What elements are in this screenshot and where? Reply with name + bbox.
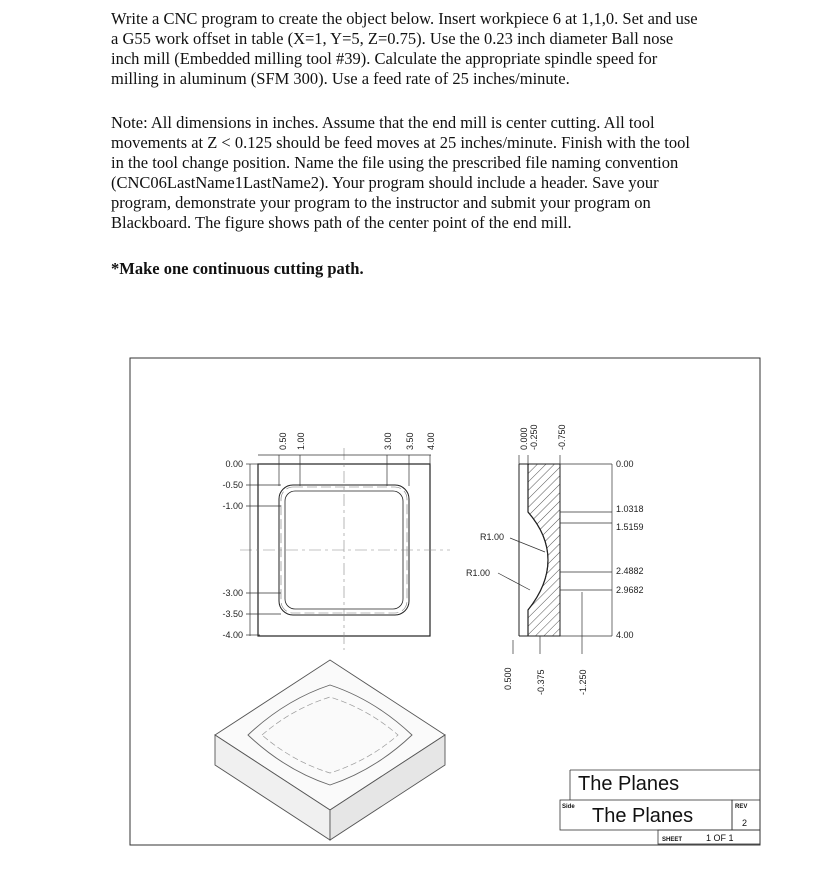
radius-label-1: R1.00 — [480, 532, 505, 542]
dim-x-1-00: 1.00 — [296, 432, 306, 450]
sheet-label: SHEET — [662, 837, 683, 843]
rev-value: 2 — [742, 818, 748, 828]
dim-z-0-250: -0.250 — [529, 424, 539, 450]
dim-y-3-50: -3.50 — [222, 609, 243, 619]
dim-right-1-5159: 1.5159 — [616, 522, 644, 532]
dim-right-0-00: 0.00 — [616, 459, 634, 469]
dim-x-3-50: 3.50 — [405, 432, 415, 450]
radius-leader — [510, 538, 545, 552]
dim-z-0-500: 0.500 — [503, 667, 513, 690]
text-line: Blackboard. The figure shows path of the center point of the end mill. — [111, 213, 572, 232]
title-block — [560, 770, 760, 844]
radius-label-2: R1.00 — [466, 568, 491, 578]
text-line: milling in aluminum (SFM 300). Use a feed rate of 25 inches/minute. — [111, 69, 570, 88]
text-line: (CNC06LastName1LastName2). Your program should include a header. Save your — [111, 173, 659, 192]
dim-z-0-000: 0.000 — [519, 427, 529, 450]
dim-y-3-00: -3.00 — [222, 588, 243, 598]
text-line: in the tool change position. Name the file using the prescribed file naming convention — [111, 153, 679, 172]
text-line: movements at Z < 0.125 should be feed moves at 25 inches/minute. Finish with the tool — [111, 133, 690, 152]
dim-y-4-00: -4.00 — [222, 630, 243, 640]
dim-y-0-50: -0.50 — [222, 480, 243, 490]
text-line: Write a CNC program to create the object below. Insert workpiece 6 at 1,1,0. Set and use — [111, 9, 698, 28]
dim-z-neg-1-250: -1.250 — [578, 669, 588, 695]
dim-x-4-00: 4.00 — [426, 432, 436, 450]
dim-right-2-9682: 2.9682 — [616, 585, 644, 595]
dim-right-2-4882: 2.4882 — [616, 566, 644, 576]
section-hatch — [528, 464, 560, 636]
dim-y-1-00: -1.00 — [222, 501, 243, 511]
text-line: a G55 work offset in table (X=1, Y=5, Z=0.75). Use the 0.23 inch diameter Ball nose — [111, 29, 674, 48]
section-view — [466, 424, 644, 695]
text-line: program, demonstrate your program to the instructor and submit your program on — [111, 193, 651, 212]
dim-x-0-50: 0.50 — [278, 432, 288, 450]
rev-label: REV — [735, 804, 748, 810]
dim-right-1-0318: 1.0318 — [616, 504, 644, 514]
dim-y-0-00: 0.00 — [225, 459, 243, 469]
subtitle-text: The Planes — [592, 805, 694, 827]
drawing-border — [130, 358, 760, 845]
side-label: Side — [562, 804, 575, 810]
isometric-view — [215, 660, 445, 840]
dim-z-0-750: -0.750 — [557, 424, 567, 450]
text-line: *Make one continuous cutting path. — [111, 259, 364, 278]
radius-leader — [498, 573, 530, 590]
dim-x-3-00: 3.00 — [383, 432, 393, 450]
text-line: Note: All dimensions in inches. Assume that the end mill is center cutting. All tool — [111, 113, 655, 132]
dim-z-neg-0-375: -0.375 — [536, 669, 546, 695]
title-text: The Planes — [578, 773, 680, 795]
top-view — [222, 432, 450, 650]
sheet-value: 1 OF 1 — [706, 833, 734, 843]
text-line: inch mill (Embedded milling tool #39). Calculate the appropriate spindle speed for — [111, 49, 658, 68]
dim-right-4-00: 4.00 — [616, 630, 634, 640]
